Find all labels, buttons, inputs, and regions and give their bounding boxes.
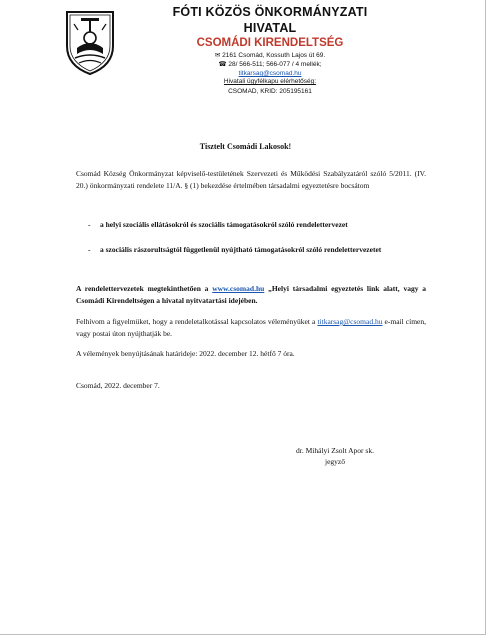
signer-name: dr. Mihályi Zsolt Apor sk. xyxy=(296,446,374,455)
availability-prefix: A rendelettervezetek megtekinthetően a xyxy=(76,284,213,293)
list-item-text: a helyi szociális ellátásokról és szociális támogatásokról szóló rendelettervezet xyxy=(100,220,348,229)
availability-paragraph xyxy=(76,283,426,307)
deadline: A vélemények benyújtásának határideje: 2022. december 12. hétfő 7 óra. xyxy=(76,349,295,358)
address: 2161 Csomád, Kossuth Lajos út 69. xyxy=(222,52,326,59)
place-date: Csomád, 2022. december 7. xyxy=(76,381,160,390)
header-email-link[interactable]: titkarsag@csomad.hu xyxy=(238,70,302,77)
intro-paragraph: Csomád Község Önkormányzat képviselő-testületének Szervezeti és Működési Szabályzatáról szóló 5/2011. (IV. 20.) önkormányzati rendelete 11/A. § (1) bekezdése értelmében társadalmi egyeztetésre bocsátom xyxy=(76,169,426,190)
phone-icon: ☎ xyxy=(218,61,229,68)
phone: 28/ 566-511; 566-077 / 4 mellék; xyxy=(228,61,322,68)
email-line xyxy=(150,69,390,78)
website-link[interactable]: www.csomad.hu xyxy=(212,284,265,293)
portal-label: Hivatali ügyfélkapu elérhetőség: xyxy=(223,78,317,85)
feedback-prefix: Felhívom a figyelmüket, hogy a rendeletalkotással kapcsolatos véleményüket a xyxy=(76,317,318,326)
list-item xyxy=(88,219,426,231)
branch-name: CSOMÁDI KIRENDELTSÉG xyxy=(196,37,344,49)
letterhead xyxy=(150,4,390,96)
letter-title: Tisztelt Csomádi Lakosok! xyxy=(199,142,292,151)
list-item xyxy=(88,244,426,256)
signer-title: jegyző xyxy=(325,457,345,466)
address-line xyxy=(150,51,390,60)
feedback-paragraph xyxy=(76,316,426,340)
portal-id: CSOMAD, KRID: 205195161 xyxy=(228,87,312,95)
phone-line xyxy=(150,60,390,69)
feedback-suffix: e-mail címen, vagy postai úton nyújthatják be. xyxy=(76,317,427,338)
coat-of-arms-icon xyxy=(63,8,117,76)
dash-bullet-icon: - xyxy=(88,245,91,254)
feedback-email-link[interactable]: titkarsag@csomad.hu xyxy=(317,317,383,326)
office-name: FÓTI KÖZÖS ÖNKORMÁNYZATI HIVATAL xyxy=(172,5,368,35)
mail-icon: ✉ xyxy=(214,52,223,59)
dash-bullet-icon: - xyxy=(88,220,91,229)
list-item-text: a szociális rászorultságtól függetlenül nyújtható támogatásokról szóló rendelettervezetet xyxy=(100,245,382,254)
availability-suffix: „Helyi társadalmi egyeztetés link alatt, vagy a Csomádi Kirendeltségen a hivatal nyitvatartási idejében. xyxy=(76,284,426,305)
